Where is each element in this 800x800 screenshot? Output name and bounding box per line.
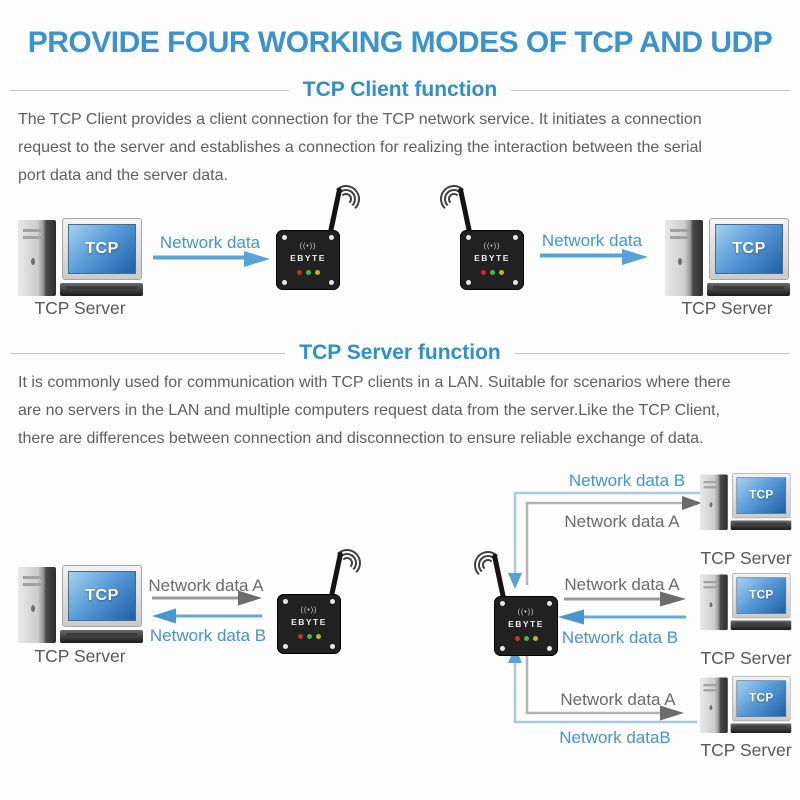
wifi-wave-icon xyxy=(341,557,353,569)
computer-caption: TCP Server xyxy=(700,648,792,668)
heading-divider-left xyxy=(10,90,289,91)
module-body xyxy=(276,230,340,290)
monitor-screen-label: TCP xyxy=(737,477,787,514)
computer-keyboard xyxy=(60,630,143,643)
screw-icon xyxy=(513,280,518,285)
monitor-screen-label: TCP xyxy=(715,224,783,274)
screw-icon xyxy=(466,235,471,240)
monitor-screen-label: TCP xyxy=(68,571,136,621)
network-data-b-label: Network data B xyxy=(568,471,686,490)
ebyte-logo-icon: ((•)) xyxy=(299,243,317,250)
computer-monitor xyxy=(62,565,142,627)
tcp-server-computer xyxy=(665,218,790,298)
led-green-icon xyxy=(490,270,495,275)
screw-icon xyxy=(330,644,335,649)
computer-tower xyxy=(700,574,728,629)
led-red-icon xyxy=(297,270,302,275)
status-leds xyxy=(277,634,341,639)
tcp-server-computer xyxy=(700,573,791,631)
arrowhead-right-icon xyxy=(244,251,270,267)
computer-caption: TCP Server xyxy=(34,298,126,318)
screw-icon xyxy=(282,235,287,240)
led-red-icon xyxy=(515,636,520,641)
computer-monitor xyxy=(732,473,790,518)
computer-caption: TCP Server xyxy=(681,298,773,318)
tcp-server-heading-text: TCP Server function xyxy=(299,341,501,364)
led-yellow-icon xyxy=(499,270,504,275)
network-data-b-label: Network dataB xyxy=(559,728,671,747)
arrowhead-left-icon xyxy=(152,609,176,624)
screw-icon xyxy=(466,280,471,285)
computer-caption: TCP Server xyxy=(34,646,126,666)
module-body xyxy=(277,594,341,654)
screw-icon xyxy=(282,280,287,285)
screw-icon xyxy=(513,235,518,240)
led-green-icon xyxy=(524,636,529,641)
tcp-client-heading xyxy=(10,78,790,102)
status-leds xyxy=(276,270,340,275)
computer-caption: TCP Server xyxy=(700,548,792,568)
computer-tower xyxy=(700,474,728,529)
wireless-module xyxy=(462,551,562,656)
module-brand: EBYTE xyxy=(508,619,544,629)
screw-icon xyxy=(500,646,505,651)
network-data-a-label: Network data A xyxy=(560,690,676,709)
computer-tower xyxy=(665,220,703,296)
computer-tower xyxy=(700,677,728,732)
screw-icon xyxy=(329,280,334,285)
screw-icon xyxy=(283,599,288,604)
screw-icon xyxy=(330,599,335,604)
led-yellow-icon xyxy=(533,636,538,641)
network-data-a-label: Network data A xyxy=(564,575,680,594)
status-leds xyxy=(460,270,524,275)
screw-icon xyxy=(547,646,552,651)
description-line: there are differences between connection and disconnection to ensure reliable exchange of data. xyxy=(18,430,704,447)
arrowhead-right-icon xyxy=(622,249,648,265)
module-brand: EBYTE xyxy=(474,253,510,263)
module-brand: EBYTE xyxy=(290,253,326,263)
monitor-screen-label: TCP xyxy=(68,224,136,274)
screw-icon xyxy=(329,235,334,240)
wifi-wave-icon xyxy=(340,193,352,205)
led-red-icon xyxy=(481,270,486,275)
arrowhead-right-icon xyxy=(682,496,702,510)
status-leds xyxy=(494,636,558,641)
page-title: PROVIDE FOUR WORKING MODES OF TCP AND UDP xyxy=(27,26,773,59)
wireless-module xyxy=(428,185,528,290)
description-line: It is commonly used for communication with TCP clients in a LAN. Suitable for scenarios where there xyxy=(18,374,731,391)
led-green-icon xyxy=(307,634,312,639)
led-yellow-icon xyxy=(315,270,320,275)
computer-keyboard xyxy=(731,520,792,529)
module-brand: EBYTE xyxy=(291,617,327,627)
ebyte-logo-icon: ((•)) xyxy=(517,609,535,616)
tcp-server-description xyxy=(18,369,790,453)
computer-monitor xyxy=(732,676,790,721)
wireless-module xyxy=(273,549,373,654)
ebyte-logo-icon: ((•)) xyxy=(300,607,318,614)
tcp-client-heading-text: TCP Client function xyxy=(302,78,498,101)
tcp-server-heading xyxy=(10,341,790,365)
description-line: port data and the server data. xyxy=(18,167,228,184)
computer-tower xyxy=(18,567,56,643)
led-green-icon xyxy=(306,270,311,275)
description-line: request to the server and establishes a connection for realizing the interaction between the serial xyxy=(18,139,702,156)
network-data-a-label: Network data A xyxy=(148,576,264,595)
computer-keyboard xyxy=(731,723,792,732)
description-line: The TCP Client provides a client connection for the TCP network service. It initiates a connection xyxy=(18,111,702,128)
computer-monitor xyxy=(732,573,790,618)
tcp-server-computer xyxy=(700,676,791,734)
wireless-module xyxy=(272,185,372,290)
monitor-screen-label: TCP xyxy=(737,577,787,614)
network-data-b-label: Network data B xyxy=(561,628,679,647)
led-yellow-icon xyxy=(316,634,321,639)
network-data-label: Network data xyxy=(541,231,643,250)
network-data-label: Network data xyxy=(159,233,261,252)
screw-icon xyxy=(500,601,505,606)
computer-monitor xyxy=(709,218,789,280)
ebyte-logo-icon: ((•)) xyxy=(483,243,501,250)
led-red-icon xyxy=(298,634,303,639)
computer-keyboard xyxy=(707,283,790,296)
computer-keyboard xyxy=(731,620,792,629)
heading-divider-left xyxy=(10,353,285,354)
tcp-server-computer xyxy=(700,473,791,531)
description-line: are no servers in the LAN and multiple computers request data from the server.Like the TCP Client, xyxy=(18,402,720,419)
module-body xyxy=(460,230,524,290)
monitor-screen-label: TCP xyxy=(737,680,787,717)
module-body xyxy=(494,596,558,656)
tcp-client-description xyxy=(18,106,790,190)
heading-divider-right xyxy=(511,90,790,91)
computer-caption: TCP Server xyxy=(700,740,792,760)
network-data-a-label: Network data A xyxy=(564,512,680,531)
network-data-b-label: Network data B xyxy=(149,626,267,645)
screw-icon xyxy=(547,601,552,606)
heading-divider-right xyxy=(515,353,790,354)
screw-icon xyxy=(283,644,288,649)
tcp-server-computer xyxy=(18,565,143,645)
